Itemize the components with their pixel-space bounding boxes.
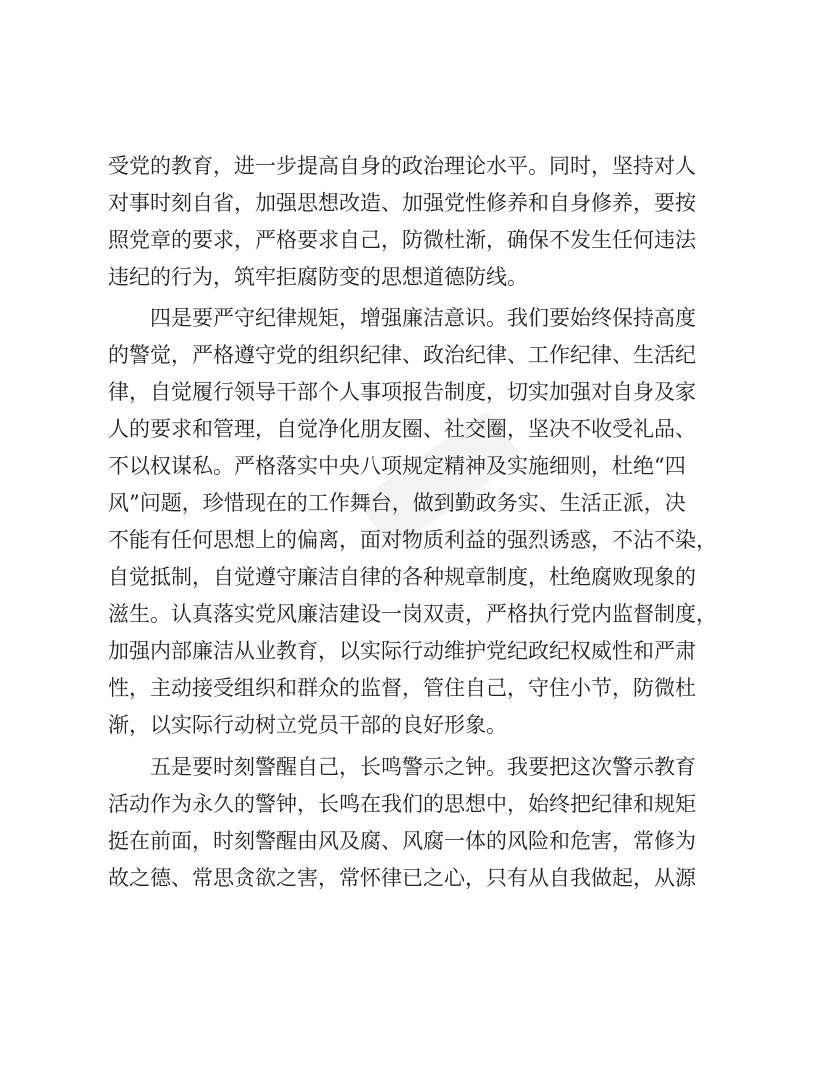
text-line: 人的要求和管理，自觉净化朋友圈、社交圈，坚决不收受礼品、 <box>108 417 696 441</box>
text-line: 不能有任何思想上的偏离，面对物质利益的强烈诱惑，不沾不染， <box>108 528 717 552</box>
text-line: 违纪的行为，筑牢拒腐防变的思想道德防线。 <box>108 265 528 289</box>
text-line: 加强内部廉洁从业教育，以实际行动维护党纪政纪权威性和严肃 <box>108 639 696 663</box>
text-line: 挺在前面，时刻警醒由风及腐、风腐一体的风险和危害，常修为 <box>108 829 696 853</box>
text-line: 自觉抵制，自觉遵守廉洁自律的各种规章制度，杜绝腐败现象的 <box>108 565 696 589</box>
text-line: 五是要时刻警醒自己，长鸣警示之钟。我要把这次警示教育 <box>150 755 696 779</box>
text-line: 的警觉，严格遵守党的组织纪律、政治纪律、工作纪律、生活纪 <box>108 343 696 367</box>
text-line: 不以权谋私。严格落实中央八项规定精神及实施细则，杜绝“四 <box>108 454 686 478</box>
text-line: 故之德、常思贪欲之害，常怀律已之心，只有从自我做起，从源 <box>108 866 696 890</box>
text-line: 风”问题，珍惜现在的工作舞台，做到勤政务实、生活正派，决 <box>108 491 686 515</box>
text-line: 对事时刻自省，加强思想改造、加强党性修养和自身修养，要按 <box>108 191 696 215</box>
text-line: 四是要严守纪律规矩，增强廉洁意识。我们要始终保持高度 <box>150 306 696 330</box>
text-line: 活动作为永久的警钟，长鸣在我们的思想中，始终把纪律和规矩 <box>108 792 696 816</box>
text-line: 性，主动接受组织和群众的监督，管住自己，守住小节，防微杜 <box>108 676 696 700</box>
text-line: 律，自觉履行领导干部个人事项报告制度，切实加强对自身及家 <box>108 380 696 404</box>
text-line: 照党章的要求，严格要求自己，防微杜渐，确保不发生任何违法 <box>108 228 696 252</box>
text-line: 滋生。认真落实党风廉洁建设一岗双责，严格执行党内监督制度， <box>108 602 717 626</box>
text-line: 受党的教育，进一步提高自身的政治理论水平。同时，坚持对人 <box>108 154 696 178</box>
text-line: 渐，以实际行动树立党员干部的良好形象。 <box>108 713 507 737</box>
